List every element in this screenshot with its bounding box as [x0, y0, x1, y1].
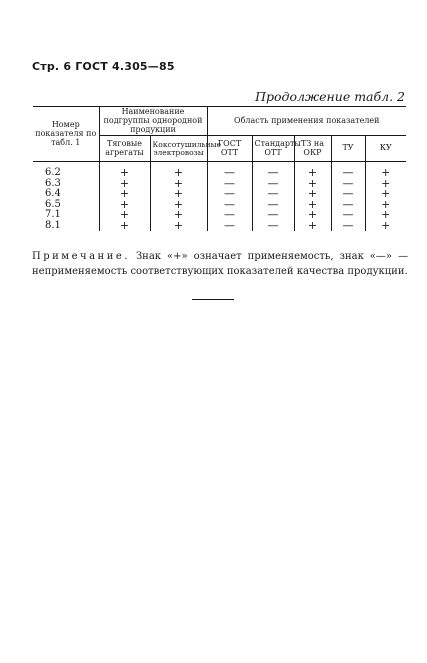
cell-tu: —	[331, 221, 365, 232]
cell-standards-ott: —	[252, 221, 294, 232]
cell-tz-okr: +	[294, 221, 331, 232]
row-number: 6.4	[45, 188, 61, 200]
header-product-group: Наименование подгруппы однородной продукции	[99, 107, 207, 136]
note-text: Знак «+» означает применяемость, знак «—» — неприменяемость соответствующих показателей качества продукции.	[32, 251, 408, 277]
section-divider	[192, 299, 234, 300]
row-number: 6.5	[45, 198, 61, 210]
header-col-gost-ott: ГОСТ ОТТ	[207, 136, 252, 162]
row-number: 6.3	[45, 177, 61, 189]
cell-coke-locomotives: +	[150, 210, 207, 221]
cell-standards-ott: —	[252, 179, 294, 190]
cell-coke-locomotives: +	[150, 162, 207, 179]
cell-traction-units: +	[99, 162, 150, 179]
cell-gost-ott: —	[207, 162, 252, 179]
cell-gost-ott: —	[207, 189, 252, 200]
cell-ku: +	[365, 210, 406, 221]
header-col-traction-units: Тяговые агрегаты	[99, 136, 150, 162]
row-number: 8.1	[45, 219, 61, 231]
header-col-ku: КУ	[365, 136, 406, 162]
cell-gost-ott: —	[207, 221, 252, 232]
cell-tz-okr: +	[294, 162, 331, 179]
cell-coke-locomotives: +	[150, 189, 207, 200]
cell-ku: +	[365, 221, 406, 232]
cell-traction-units: +	[99, 221, 150, 232]
page-header: Стр. 6 ГОСТ 4.305—85	[32, 60, 175, 73]
cell-standards-ott: —	[252, 200, 294, 211]
cell-gost-ott: —	[207, 210, 252, 221]
cell-gost-ott: —	[207, 179, 252, 190]
cell-coke-locomotives: +	[150, 179, 207, 190]
row-number: 6.2	[45, 167, 61, 179]
cell-standards-ott: —	[252, 210, 294, 221]
cell-tu: —	[331, 179, 365, 190]
table-row	[33, 221, 406, 232]
table-continuation-label: Продолжение табл. 2	[255, 89, 405, 104]
cell-standards-ott: —	[252, 189, 294, 200]
cell-traction-units: +	[99, 189, 150, 200]
header-row-number: Номер показателя по табл. 1	[33, 107, 99, 162]
cell-ku: +	[365, 162, 406, 179]
cell-traction-units: +	[99, 200, 150, 211]
cell-ku: +	[365, 179, 406, 190]
header-application-area: Область применения показателей	[207, 107, 406, 136]
header-col-coke-locomotives: Коксотушильные электровозы	[150, 136, 207, 162]
row-number: 7.1	[45, 209, 61, 221]
applicability-table	[33, 106, 406, 231]
cell-traction-units: +	[99, 179, 150, 190]
cell-tz-okr: +	[294, 200, 331, 211]
cell-tz-okr: +	[294, 210, 331, 221]
cell-tu: —	[331, 189, 365, 200]
cell-standards-ott: —	[252, 162, 294, 179]
note-label: Примечание.	[32, 251, 130, 262]
cell-tu: —	[331, 162, 365, 179]
cell-tu: —	[331, 200, 365, 211]
cell-tz-okr: +	[294, 179, 331, 190]
cell-traction-units: +	[99, 210, 150, 221]
table-note	[32, 249, 408, 279]
cell-ku: +	[365, 189, 406, 200]
header-col-standards-ott: Стандарты ОТТ	[252, 136, 294, 162]
cell-tu: —	[331, 210, 365, 221]
cell-ku: +	[365, 200, 406, 211]
cell-gost-ott: —	[207, 200, 252, 211]
cell-coke-locomotives: +	[150, 200, 207, 211]
cell-tz-okr: +	[294, 189, 331, 200]
header-col-tu: ТУ	[331, 136, 365, 162]
cell-coke-locomotives: +	[150, 221, 207, 232]
header-col-tz-okr: ТЗ на ОКР	[294, 136, 331, 162]
